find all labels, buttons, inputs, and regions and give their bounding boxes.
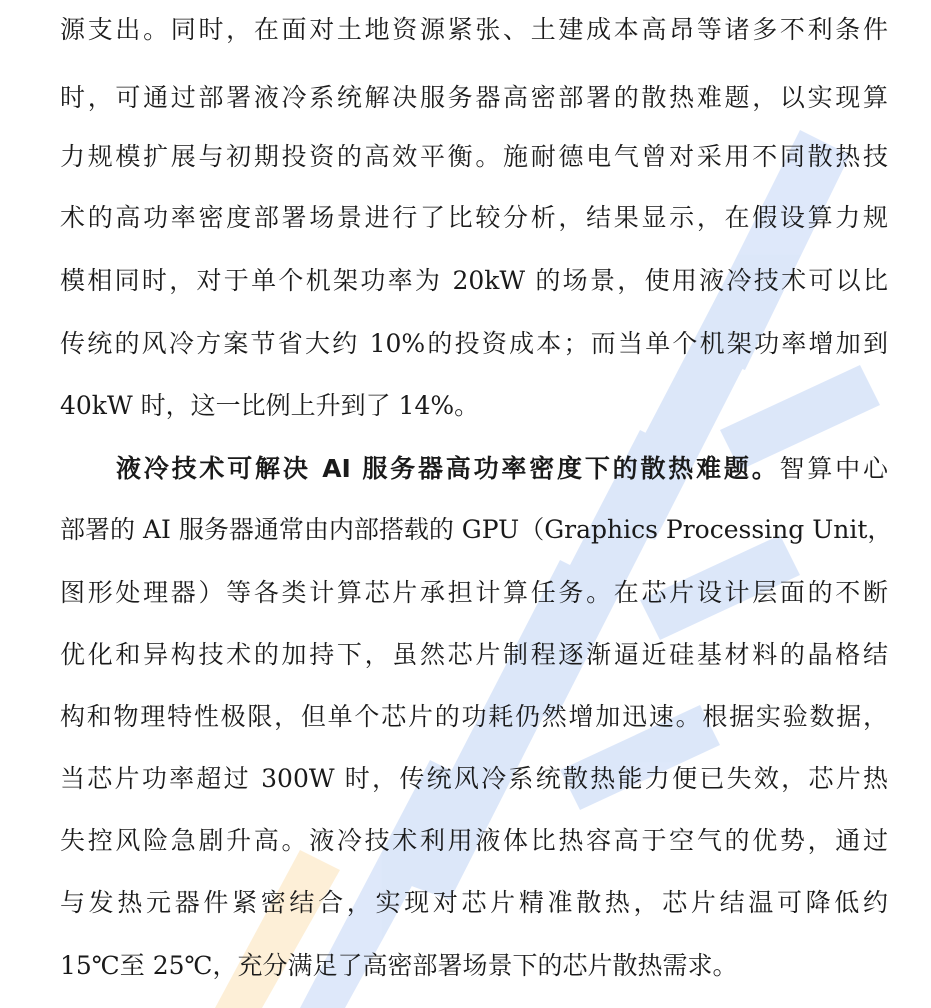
text-line: 40kW 时，这一比例上升到了 14%。 bbox=[60, 391, 480, 420]
paragraph-heading-line bbox=[116, 449, 888, 489]
text-line: 图形处理器）等各类计算芯片承担计算任务。在芯片设计层面的不断 bbox=[60, 578, 888, 607]
text-line: 部署的 AI 服务器通常由内部搭载的 GPU（Graphics Processing Unit， bbox=[60, 515, 893, 544]
text-line: 术的高功率密度部署场景进行了比较分析，结果显示，在假设算力规 bbox=[60, 203, 888, 232]
text-line: 失控风险急剧升高。液冷技术利用液体比热容高于空气的优势，通过 bbox=[60, 826, 888, 855]
text-line: 当芯片功率超过 300W 时，传统风冷系统散热能力便已失效，芯片热 bbox=[60, 764, 888, 793]
paragraph-heading: 液冷技术可解决 AI 服务器高功率密度下的散热难题。 bbox=[116, 454, 780, 483]
heading-line-rest: 智算中心 bbox=[779, 454, 888, 483]
text-line: 15℃至 25℃，充分满足了高密部署场景下的芯片散热需求。 bbox=[60, 951, 738, 980]
text-line: 传统的风冷方案节省大约 10%的投资成本；而当单个机架功率增加到 bbox=[60, 329, 888, 358]
text-line: 优化和异构技术的加持下，虽然芯片制程逐渐逼近硅基材料的晶格结 bbox=[60, 640, 888, 669]
text-line: 力规模扩展与初期投资的高效平衡。施耐德电气曾对采用不同散热技 bbox=[60, 142, 888, 171]
text-line: 与发热元器件紧密结合，实现对芯片精准散热，芯片结温可降低约 bbox=[60, 888, 888, 917]
text-line: 源支出。同时，在面对土地资源紧张、土建成本高昂等诸多不利条件 bbox=[60, 15, 888, 44]
text-line: 时，可通过部署液冷系统解决服务器高密部署的散热难题，以实现算 bbox=[60, 83, 888, 112]
text-line: 模相同时，对于单个机架功率为 20kW 的场景，使用液冷技术可以比 bbox=[60, 266, 888, 295]
text-line: 构和物理特性极限，但单个芯片的功耗仍然增加迅速。根据实验数据， bbox=[60, 702, 888, 731]
